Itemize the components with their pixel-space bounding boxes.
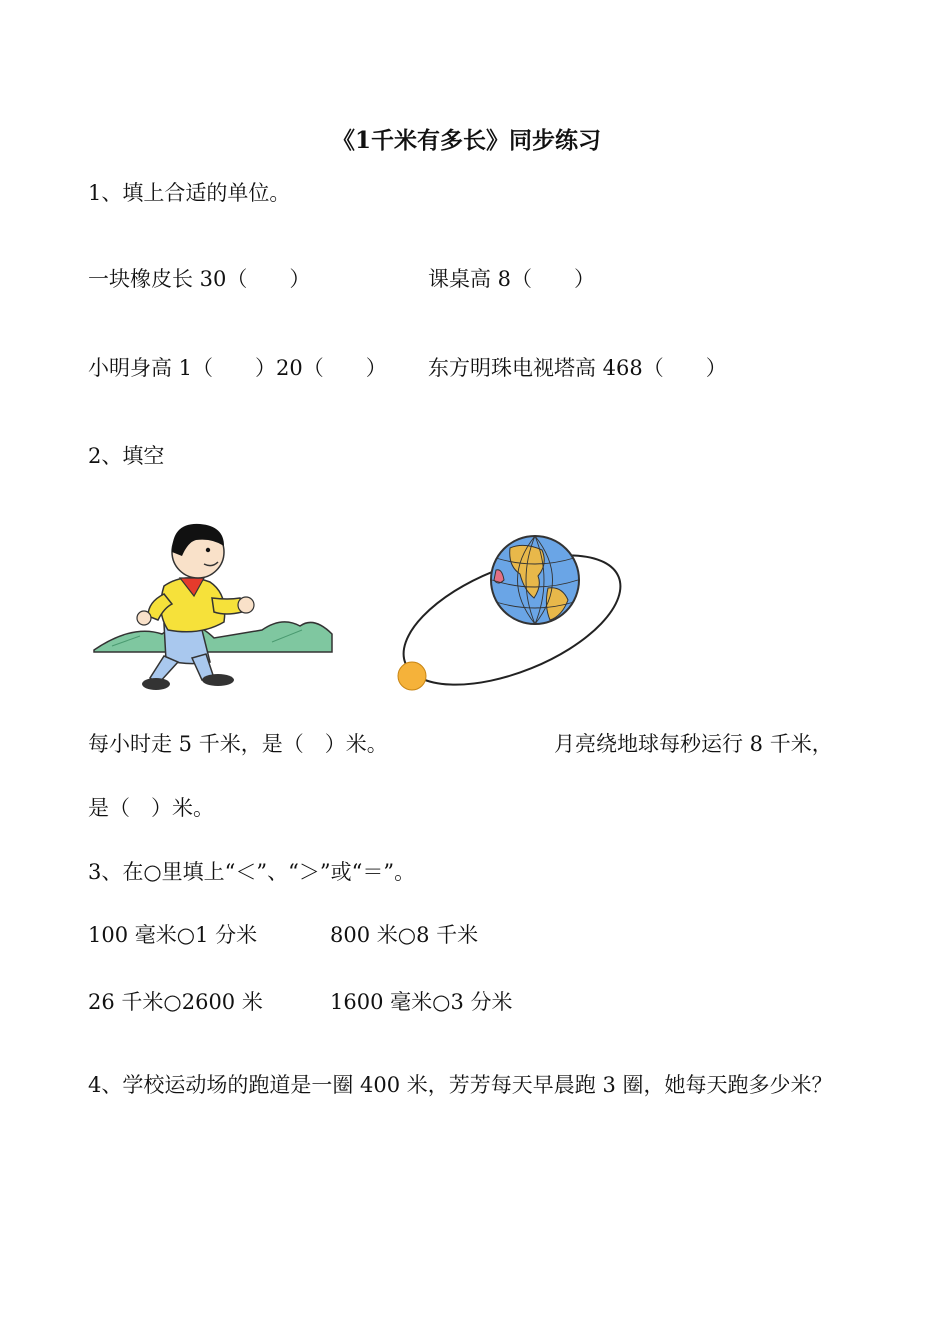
earth-moon-orbit-illustration	[392, 528, 636, 698]
q1-item-eraser: 一块橡皮长 30（ ）	[88, 267, 311, 291]
q2-moon-question-line1: 月亮绕地球每秒运行 8 千米，	[554, 732, 833, 756]
q1-heading: 1、填上合适的单位。	[88, 181, 291, 205]
q3-compare-item: 800 米○8 千米	[330, 923, 479, 947]
q3-compare-item: 26 千米○2600 米	[88, 990, 263, 1014]
q1-item-tower: 东方明珠电视塔高 468（ ）	[428, 356, 727, 380]
q2-moon-question-line2: 是（ ）米。	[88, 796, 214, 820]
q1-item-desk: 课桌高 8（ ）	[428, 267, 596, 291]
walking-boy-illustration	[92, 512, 337, 702]
q3-heading: 3、在○里填上“＜”、“＞”或“＝”。	[88, 860, 416, 884]
q3-compare-item: 100 毫米○1 分米	[88, 923, 258, 947]
q3-compare-item: 1600 毫米○3 分米	[330, 990, 513, 1014]
q2-walking-question: 每小时走 5 千米，是（ ）米。	[88, 732, 388, 756]
q1-item-height: 小明身高 1（ ）20（ ）	[88, 356, 387, 380]
page-title: 《1千米有多长》同步练习	[332, 127, 602, 154]
q4-question: 4、学校运动场的跑道是一圈 400 米，芳芳每天早晨跑 3 圈，她每天跑多少米？	[88, 1073, 833, 1097]
q2-heading: 2、填空	[88, 444, 165, 468]
